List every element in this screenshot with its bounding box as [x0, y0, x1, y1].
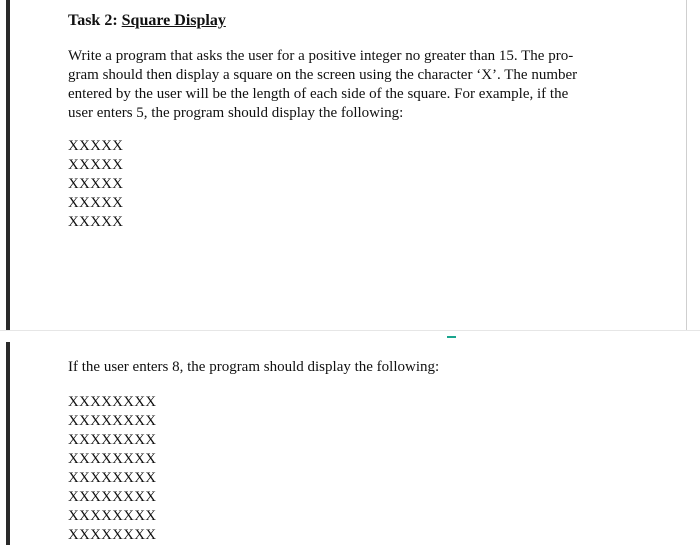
square-row: XXXXX — [68, 195, 124, 211]
description-line: user enters 5, the program should display the following: — [68, 105, 404, 121]
example-8-intro: If the user enters 8, the program should display the following: — [68, 359, 440, 375]
square-row: XXXXX — [68, 176, 124, 192]
square-row: XXXXX — [68, 157, 124, 173]
square-row: XXXXX — [68, 138, 124, 154]
task-number: Task 2: — [68, 12, 118, 29]
square-row: XXXXXXXX — [68, 489, 157, 505]
description-line: entered by the user will be the length of each side of the square. For example, if the — [68, 86, 569, 102]
description-line: gram should then display a square on the screen using the character ‘X’. The number — [68, 67, 578, 83]
square-output-5 — [68, 137, 123, 232]
square-row: XXXXX — [68, 214, 124, 230]
task-heading — [68, 12, 226, 30]
square-row: XXXXXXXX — [68, 527, 157, 543]
task-title: Square Display — [121, 12, 226, 29]
square-row: XXXXXXXX — [68, 470, 157, 486]
task-description — [68, 47, 668, 123]
page-right-border — [686, 0, 687, 330]
square-row: XXXXXXXX — [68, 508, 157, 524]
square-row: XXXXXXXX — [68, 413, 157, 429]
square-row: XXXXXXXX — [68, 451, 157, 467]
square-output-8 — [68, 393, 156, 545]
page-break — [0, 330, 700, 331]
square-row: XXXXXXXX — [68, 394, 157, 410]
square-row: XXXXXXXX — [68, 432, 157, 448]
cursor-mark — [447, 336, 456, 338]
description-line: Write a program that asks the user for a positive integer no greater than 15. The pro- — [68, 48, 574, 64]
page-edge-upper — [6, 0, 10, 330]
page-edge-lower — [6, 342, 10, 545]
